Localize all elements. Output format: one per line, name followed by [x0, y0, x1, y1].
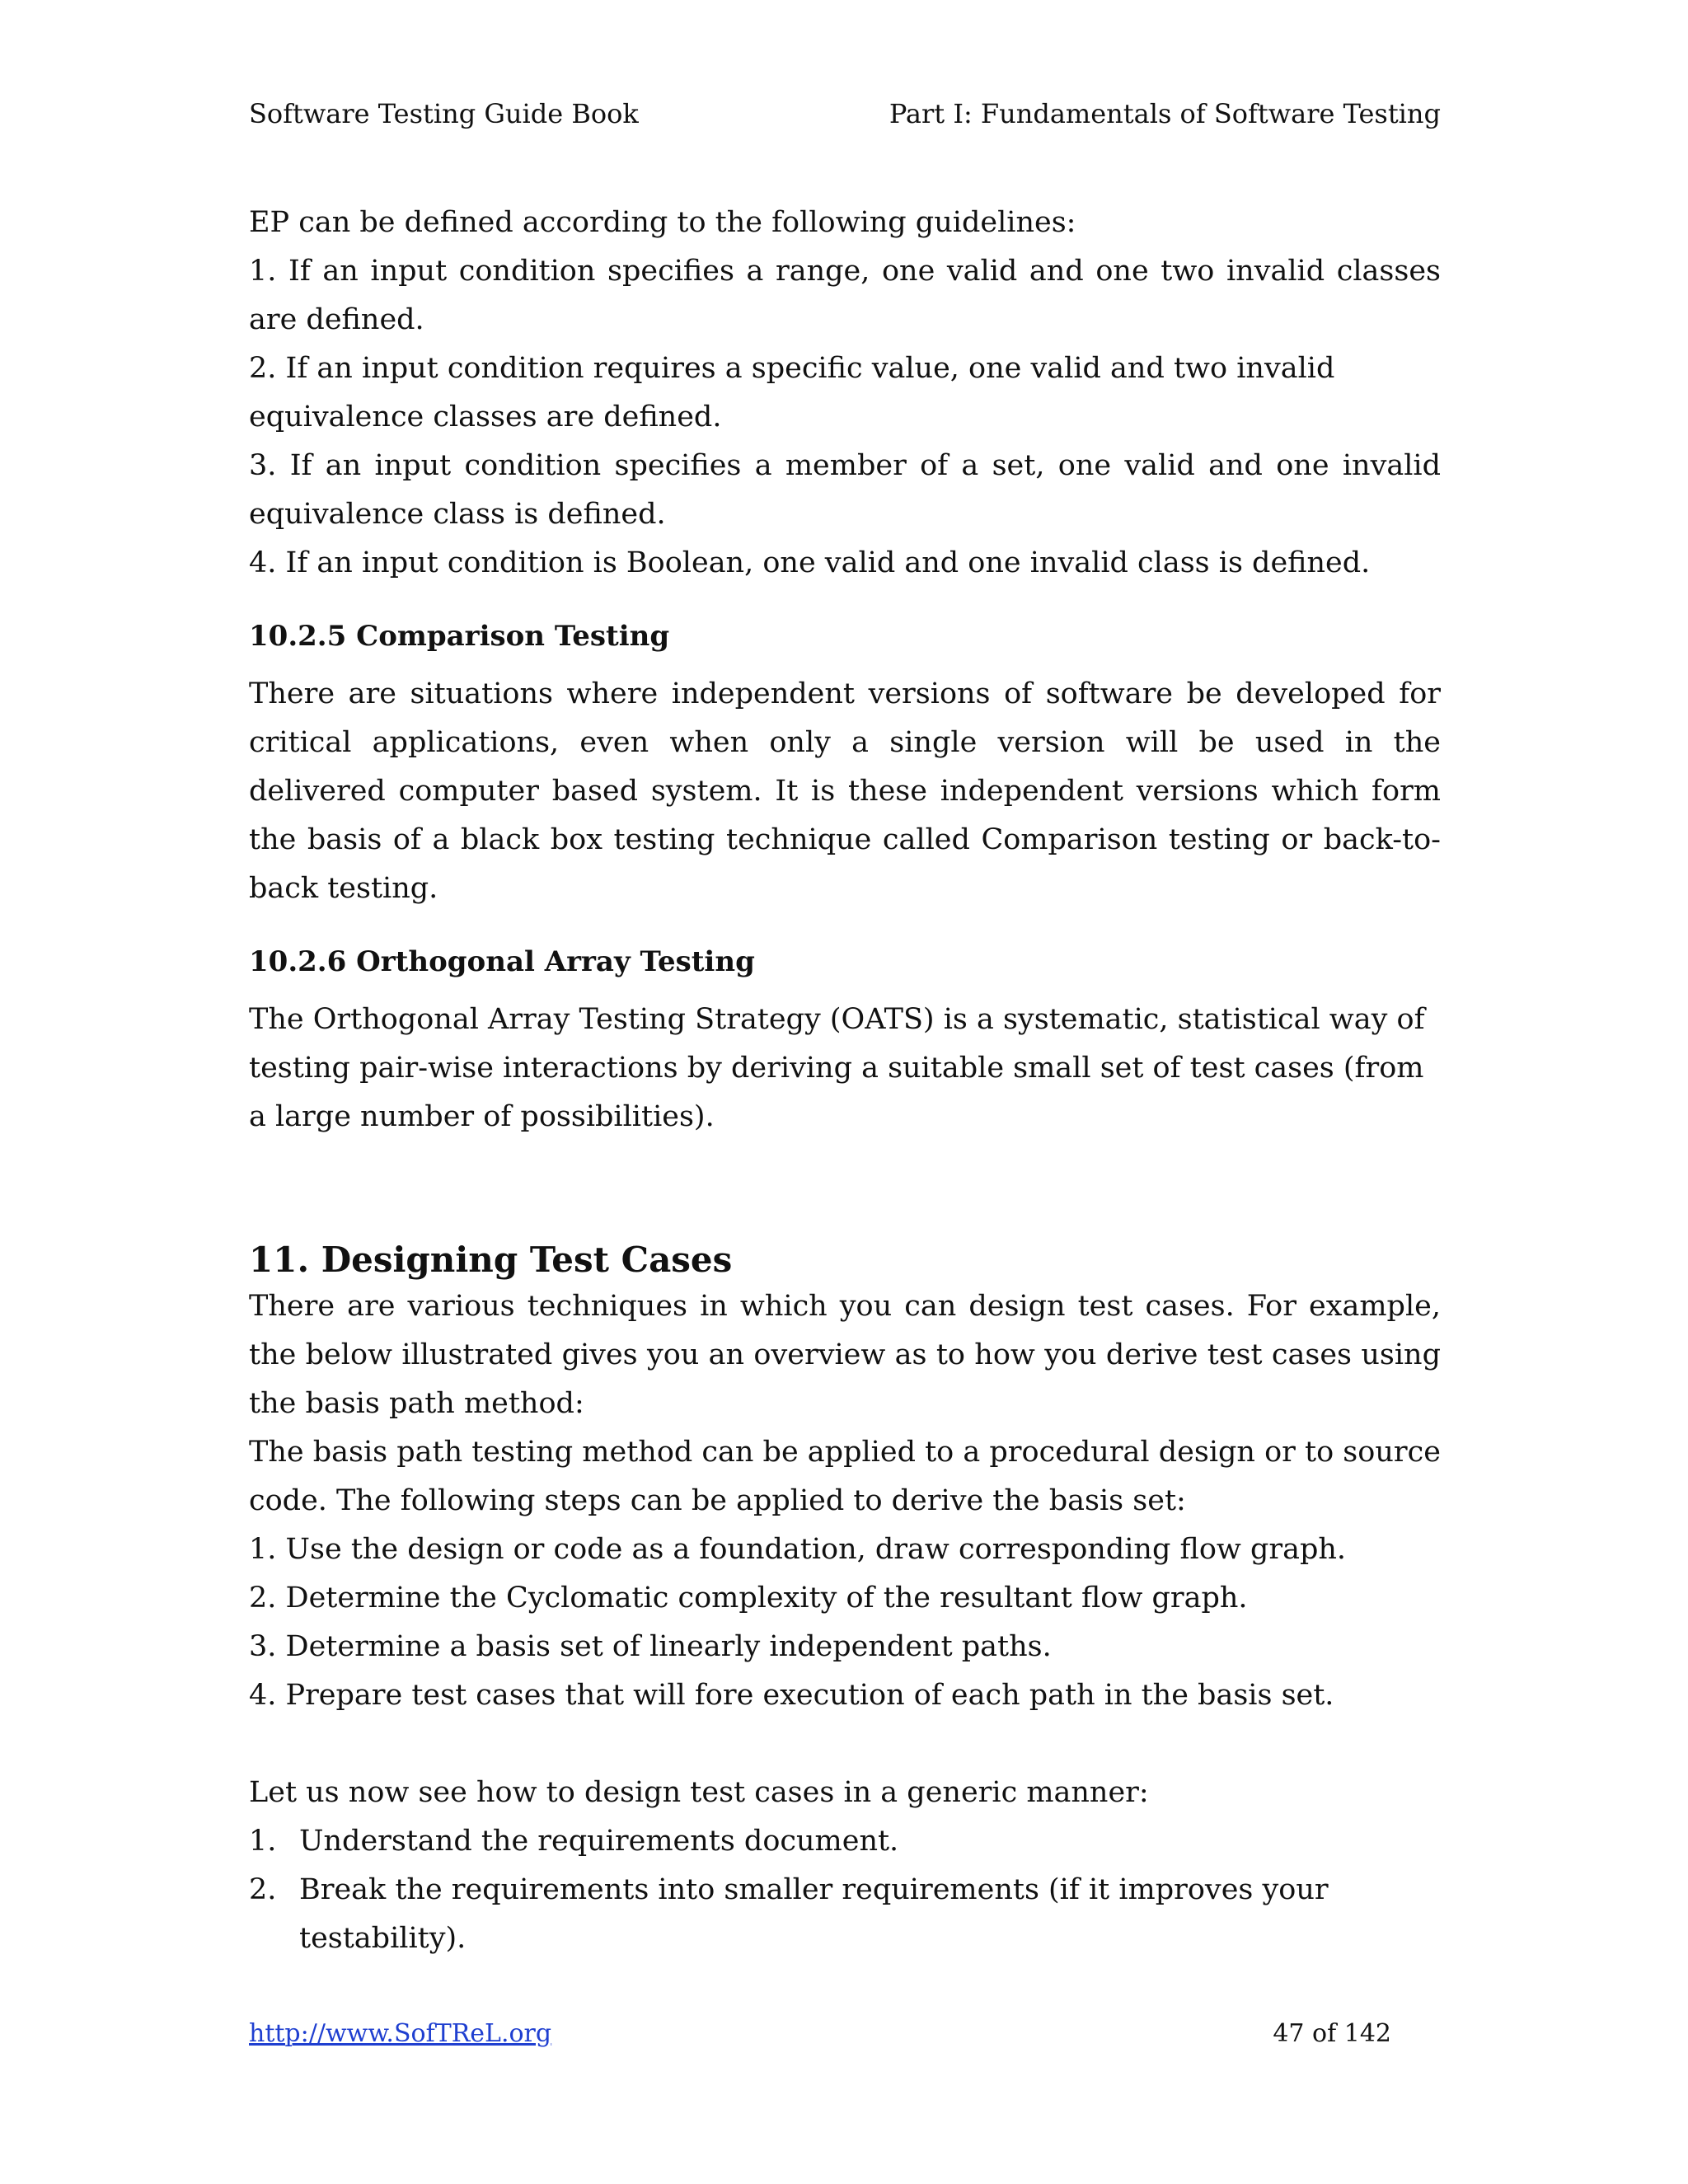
ep-intro: EP can be defined according to the following guidelines: [249, 206, 1076, 239]
list-item-text: Break the requirements into smaller requirements (if it improves your testability). [299, 1873, 1329, 1955]
footer-website-link[interactable]: http://www.SofTReL.org [249, 2019, 552, 2048]
designing-intro: There are various techniques in which you can design test cases. For example, the below illustrated gives you an overview as to how you derive test cases using the basis path method: [249, 1290, 1441, 1420]
basis-step-4: 4. Prepare test cases that will fore execution of each path in the basis set. [249, 1679, 1334, 1712]
basis-path-description: The basis path testing method can be applied to a procedural design or to source code. The following steps can be applied to derive the basis set: [249, 1436, 1441, 1517]
ep-guideline-1: 1. If an input condition specifies a range, one valid and one two invalid classes are defined. [249, 255, 1441, 336]
list-item [249, 1866, 1441, 1963]
basis-step-2: 2. Determine the Cyclomatic complexity of the resultant flow graph. [249, 1582, 1248, 1615]
generic-steps-list [249, 1817, 1441, 1963]
page-number: 47 of 142 [1273, 2019, 1391, 2048]
header-book-title: Software Testing Guide Book [249, 98, 639, 129]
generic-design-intro: Let us now see how to design test cases in a generic manner: [249, 1776, 1149, 1809]
basis-step-3: 3. Determine a basis set of linearly independent paths. [249, 1630, 1052, 1663]
designing-test-cases-heading: 11. Designing Test Cases [249, 1240, 733, 1280]
list-item-number: 1. [249, 1825, 277, 1858]
ep-guideline-3: 3. If an input condition specifies a member of a set, one valid and one invalid equivalence class is defined. [249, 449, 1441, 531]
ep-guideline-2: 2. If an input condition requires a specific value, one valid and two invalid equivalence classes are defined. [249, 352, 1335, 434]
list-item [249, 1817, 1441, 1866]
orthogonal-testing-heading: 10.2.6 Orthogonal Array Testing [249, 945, 755, 978]
page-content [249, 199, 1441, 1963]
basis-step-1: 1. Use the design or code as a foundation, draw corresponding flow graph. [249, 1533, 1347, 1566]
list-item-number: 2. [249, 1873, 277, 1906]
list-item-text: Understand the requirements document. [299, 1825, 899, 1858]
comparison-testing-body: There are situations where independent versions of software be developed for critical applications, even when only a single version will be used in the delivered computer based system. It is these independent versions which form the basis of a black box testing technique called Comparison testing or back-to-back testing. [249, 677, 1441, 905]
comparison-testing-heading: 10.2.5 Comparison Testing [249, 620, 670, 653]
orthogonal-testing-body: The Orthogonal Array Testing Strategy (OATS) is a systematic, statistical way of testing pair-wise interactions by deriving a suitable small set of test cases (from a large number of possibilities). [249, 1003, 1425, 1133]
page-footer [249, 2018, 1391, 2050]
header-part-title: Part I: Fundamentals of Software Testing [889, 98, 1441, 129]
page-header [249, 97, 1441, 130]
ep-guideline-4: 4. If an input condition is Boolean, one valid and one invalid class is defined. [249, 546, 1371, 579]
